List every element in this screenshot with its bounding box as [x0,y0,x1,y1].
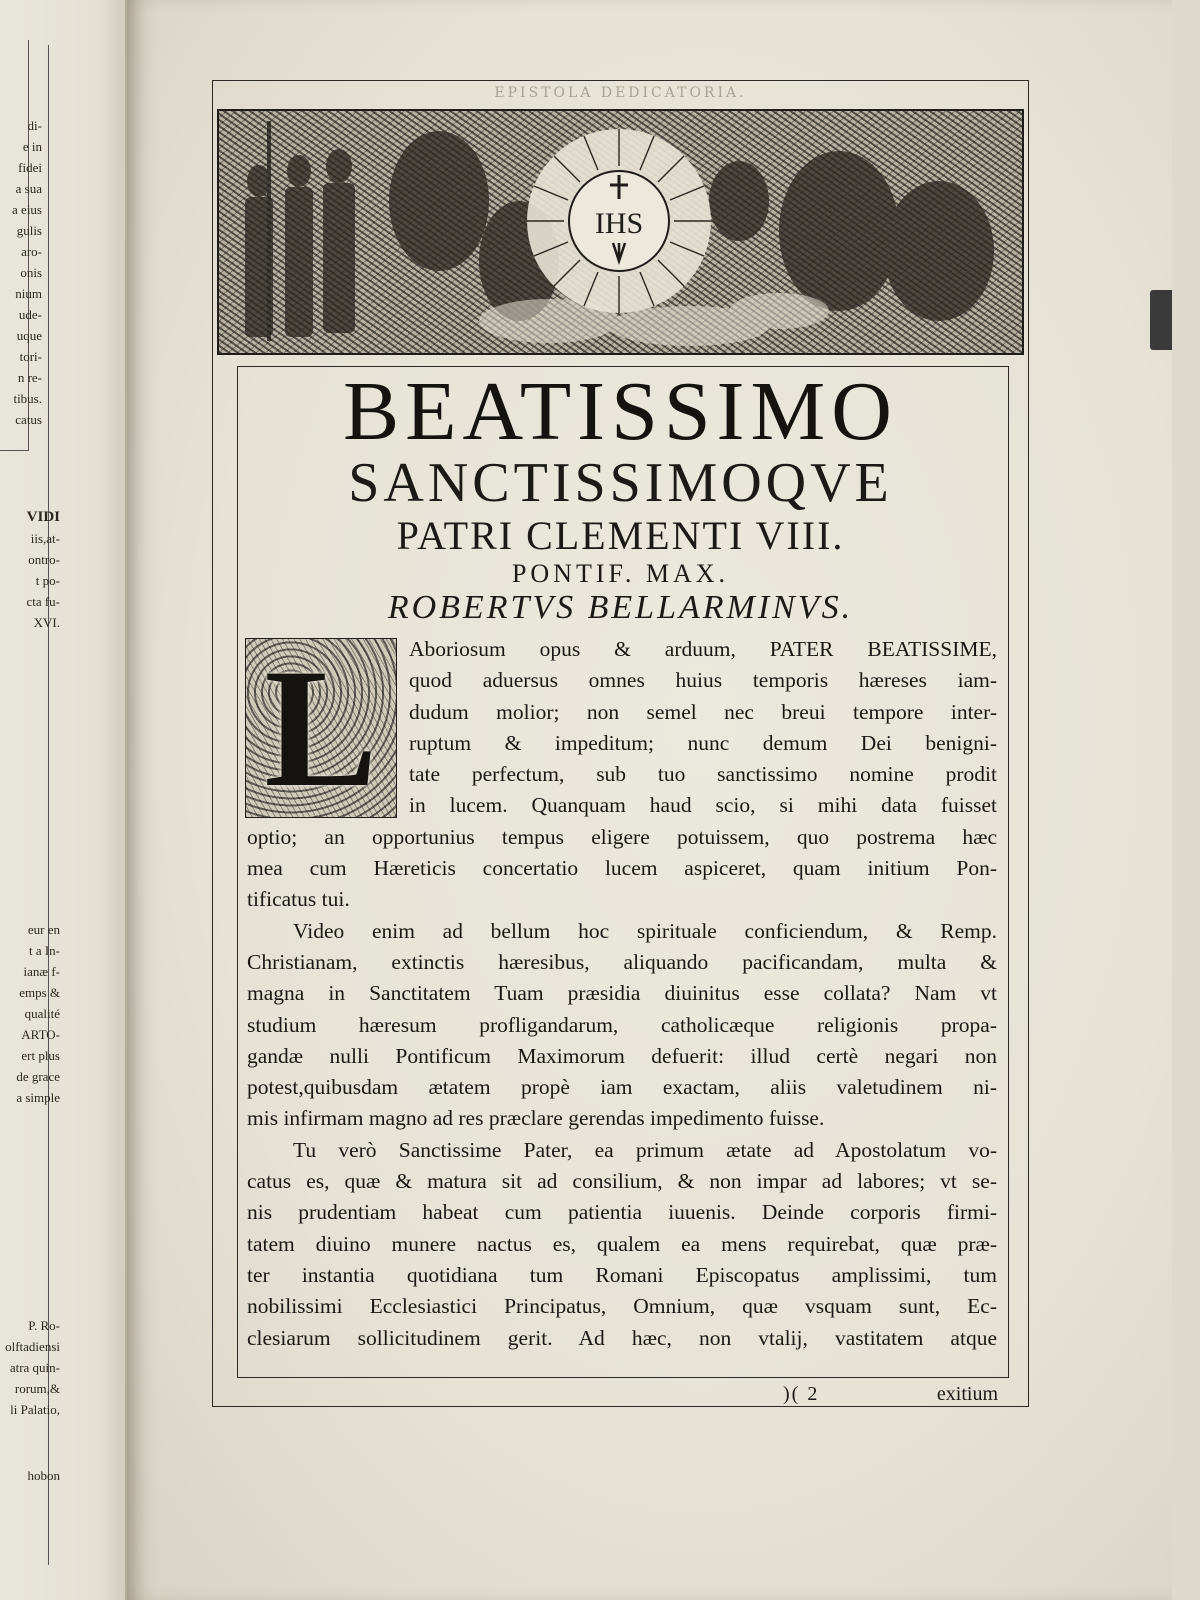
left-page-fragment: P. Ro- [28,1318,60,1333]
left-page-fragment: catus [15,412,42,427]
text-line: tate perfectum, sub tuo sanctissimo nomine prodit [409,762,997,787]
title-line-2: SANCTISSIMOQVE [348,452,893,514]
catchword: exitium [936,1383,998,1405]
text-line: quod aduersus omnes huius temporis hæreses iam- [409,668,997,693]
left-page-fragment: fidei [18,160,42,175]
text-line: optio; an opportunius tempus eligere potuissem, quo postrema hæc [247,824,997,849]
left-page-fragment: ontro- [28,552,60,567]
left-page-fragment: gulis [16,223,42,238]
left-page-fragment: hobon [27,1468,60,1483]
book-clasp [1150,290,1172,350]
text-line: catus es, quæ & matura sit ad consilium, & non impar ad labores; vt se- [247,1169,997,1194]
text-line: ter instantia quotidiana tum Romani Episcopatus amplissimi, tum [247,1262,997,1287]
title-line-1: BEATISSIMO [343,365,898,458]
left-page-fragment: VIDI [26,509,60,525]
headpiece-woodcut [217,109,1024,355]
text-line: ruptum & impeditum; nunc demum Dei benigni- [409,730,997,755]
left-page-fragment: olftadiensi [5,1339,60,1354]
sunburst-icon [527,129,711,313]
dedication-body [247,634,997,1354]
text-line: tificatus tui. [247,887,350,912]
left-page-fragment: tibus. [13,391,42,406]
text-line: dudum molior; non semel nec breui tempore inter- [409,699,997,724]
left-page-fragment: ude- [18,307,42,322]
left-page-fragment: qualité [24,1006,60,1021]
text-line: Video enim ad bellum hoc spirituale conficiendum, & Remp. [293,918,997,943]
text-line: gandæ nulli Pontificum Maximorum defuerit: illud certè negari non [247,1043,997,1068]
text-line: Aboriosum opus & arduum, PATER BEATISSIME, [409,637,997,661]
title-line-3: PATRI CLEMENTI VIII. [396,513,845,558]
left-page-fragment: aro- [21,244,42,259]
text-line: Tu verò Sanctissime Pater, ea primum ætate ad Apostolatum vo- [293,1137,997,1162]
text-line: mis infirmam magno ad res præclare gerendas impedimento fuisse. [247,1106,825,1131]
left-page-fragment: iis,at- [30,531,60,546]
left-page-fragment: rorum,& [14,1381,60,1396]
left-page-fragment: nium [15,286,42,301]
left-page-fragment: ert plus [21,1048,60,1063]
running-head: EPISTOLA DEDICATORIA. [494,85,747,101]
left-page-fragment: t po- [35,573,60,588]
left-page-fragment: e in [22,139,42,154]
page-border [212,80,1029,1407]
left-page-fragment: ianæ f- [23,964,60,979]
text-line: tatem diuino munere nactus es, qualem ea mens requirebat, quæ præ- [247,1231,997,1256]
text-line: clesiarum sollicitudinem gerit. Ad hæc, non vtalij, vastitatem atque [247,1325,997,1350]
text-line: studium hæresum profligandarum, catholicæque religionis propa- [247,1012,997,1037]
left-page-fragment: onis [20,265,42,280]
text-line: nis prudentiam habeat cum patientia iuuenis. Deinde corporis firmi- [247,1200,997,1225]
page-footer [213,1383,1028,1409]
left-page-fragment: atra quin- [9,1360,60,1375]
left-page-fragment: uque [16,328,42,343]
left-page-fragment: cta fu- [26,594,60,609]
text-line: potest,quibusdam ætatem propè iam exactam, aliis valetudinem ni- [247,1075,997,1100]
left-page-fragment: li Palatio, [10,1402,60,1417]
left-page-fragment: t a In- [28,943,60,958]
text-line: nobilissimi Ecclesiastici Principatus, Omnium, quæ vsquam sunt, Ec- [247,1294,997,1319]
left-page-fragment: eur en [27,922,60,937]
left-page-fragment: a sua [15,181,42,196]
text-line: magna in Sanctitatem Tuam præsidia diuinitus esse collata? Nam vt [247,981,997,1006]
text-line: mea cum Hæreticis concertatio lucem aspiceret, quam initium Pon- [247,856,997,881]
left-page [0,0,140,1600]
left-page-fragment: a eius [12,202,42,217]
left-page-fragment: XVI. [33,615,60,630]
left-page-fragment: de grace [16,1069,60,1084]
author-name: ROBERTVS BELLARMINVS. [387,589,854,626]
decorated-initial [245,634,397,822]
left-page-fragment: tori- [19,349,42,364]
ihs-monogram: IHS [594,207,644,240]
initial-letter: L [264,634,378,822]
title-line-4: PONTIF. MAX. [511,559,730,588]
woodcut-illustration [219,111,1022,353]
left-page-fragment: emps & [19,985,60,1000]
left-page-fragment: di- [27,118,42,133]
signature-mark: )( 2 [783,1383,820,1405]
left-page-fragment: n re- [17,370,42,385]
left-page-fragment: a simple [16,1090,60,1105]
text-line: in lucem. Quanquam haud scio, si mihi data fuisset [409,793,997,818]
text-line: Christianam, extinctis hæresibus, aliquando pacificandam, multa & [247,949,997,974]
left-page-fragment: ARTO- [21,1027,60,1042]
